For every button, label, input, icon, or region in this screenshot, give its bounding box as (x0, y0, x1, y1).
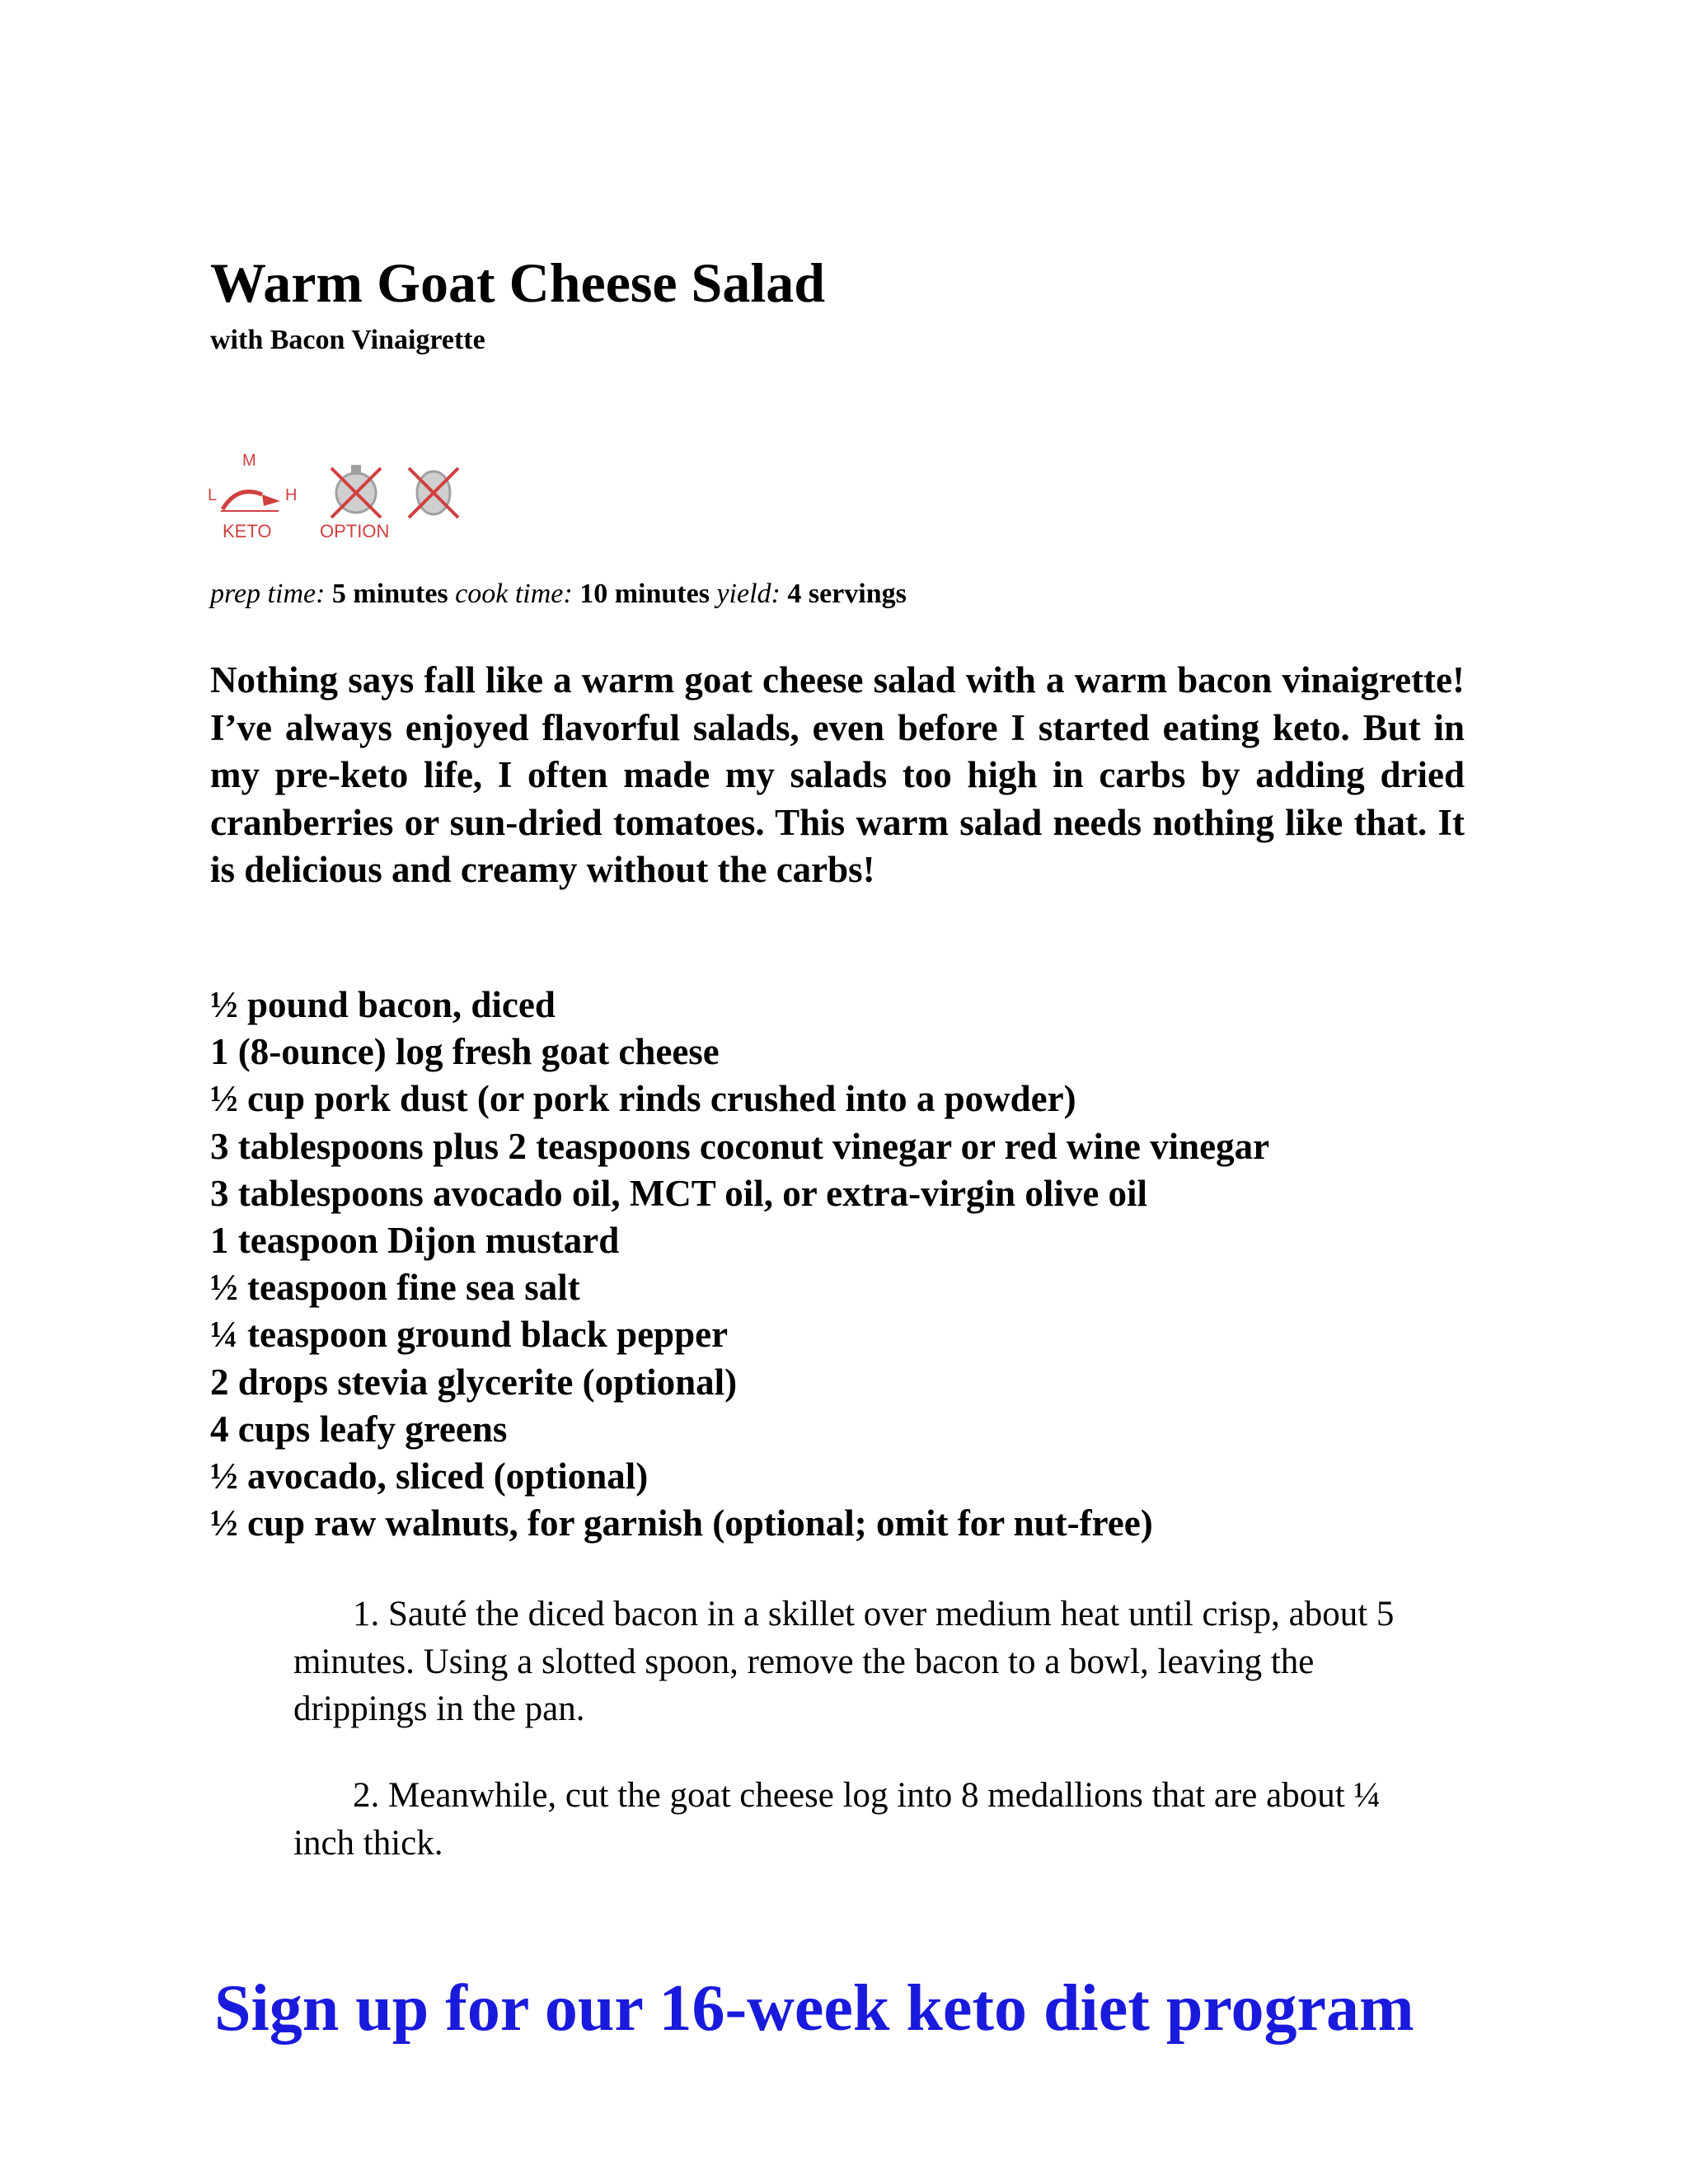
dial-low-letter: L (208, 486, 218, 504)
signup-link[interactable]: Sign up for our 16-week keto diet program (214, 1972, 1414, 2045)
ingredient-item: 1 teaspoon Dijon mustard (210, 1220, 620, 1262)
ingredient-list (210, 982, 1269, 1547)
cook-time-label: cook time: (455, 579, 573, 609)
diet-badges (204, 452, 476, 549)
recipe-meta (210, 579, 907, 610)
keto-label: KETO (223, 521, 272, 541)
ingredient-item: ½ cup raw walnuts, for garnish (optional; omit for nut-free) (210, 1502, 1153, 1544)
recipe-title: Warm Goat Cheese Salad (210, 251, 826, 314)
recipe-intro: Nothing says fall like a warm goat cheese salad with a warm bacon vinaigrette! I’ve always enjoyed flavorful salads, even before I started eating keto. But in my pre-keto life, I often made my salads too high in carbs by adding dried cranberries or sun-dried tomatoes. This warm salad needs nothing like that. It is delicious and creamy without the carbs! (210, 659, 1465, 890)
instruction-step-2: 2. Meanwhile, cut the goat cheese log into 8 medallions that are about ¼ inch thick. (293, 1776, 1381, 1863)
ingredient-item: 2 drops stevia glycerite (optional) (210, 1361, 738, 1403)
ingredient-item: ½ avocado, sliced (optional) (210, 1455, 649, 1497)
ingredient-item: ½ teaspoon fine sea salt (210, 1267, 580, 1309)
ingredient-item: 3 tablespoons avocado oil, MCT oil, or extra-virgin olive oil (210, 1172, 1148, 1214)
dial-high-letter: H (285, 486, 298, 504)
prep-time-value: 5 minutes (331, 579, 448, 609)
option-crossed-icon (312, 462, 394, 549)
dial-mid-letter: M (242, 452, 256, 470)
egg-crossed-icon (401, 462, 475, 527)
yield-label: yield: (716, 579, 781, 609)
yield-value: 4 servings (787, 579, 907, 609)
ingredient-item: 1 (8-ounce) log fresh goat cheese (210, 1031, 720, 1073)
ingredient-item: ¼ teaspoon ground black pepper (210, 1314, 729, 1356)
ingredient-item: ½ pound bacon, diced (210, 984, 556, 1025)
ingredient-item: 4 cups leafy greens (210, 1408, 508, 1450)
option-label: OPTION (320, 521, 390, 541)
ingredient-item: ½ cup pork dust (or pork rinds crushed into a powder) (210, 1078, 1076, 1120)
prep-time-label: prep time: (210, 579, 326, 609)
cook-time-value: 10 minutes (579, 579, 710, 609)
ingredient-item: 3 tablespoons plus 2 teaspoons coconut vinegar or red wine vinegar (210, 1125, 1270, 1167)
instruction-step-1: 1. Sauté the diced bacon in a skillet over medium heat until crisp, about 5 minutes. Using a slotted spoon, remove the bacon to a bowl, leaving the drippings in the pan. (293, 1595, 1395, 1728)
keto-dial-icon (204, 452, 298, 549)
recipe-subtitle: with Bacon Vinaigrette (210, 325, 485, 355)
